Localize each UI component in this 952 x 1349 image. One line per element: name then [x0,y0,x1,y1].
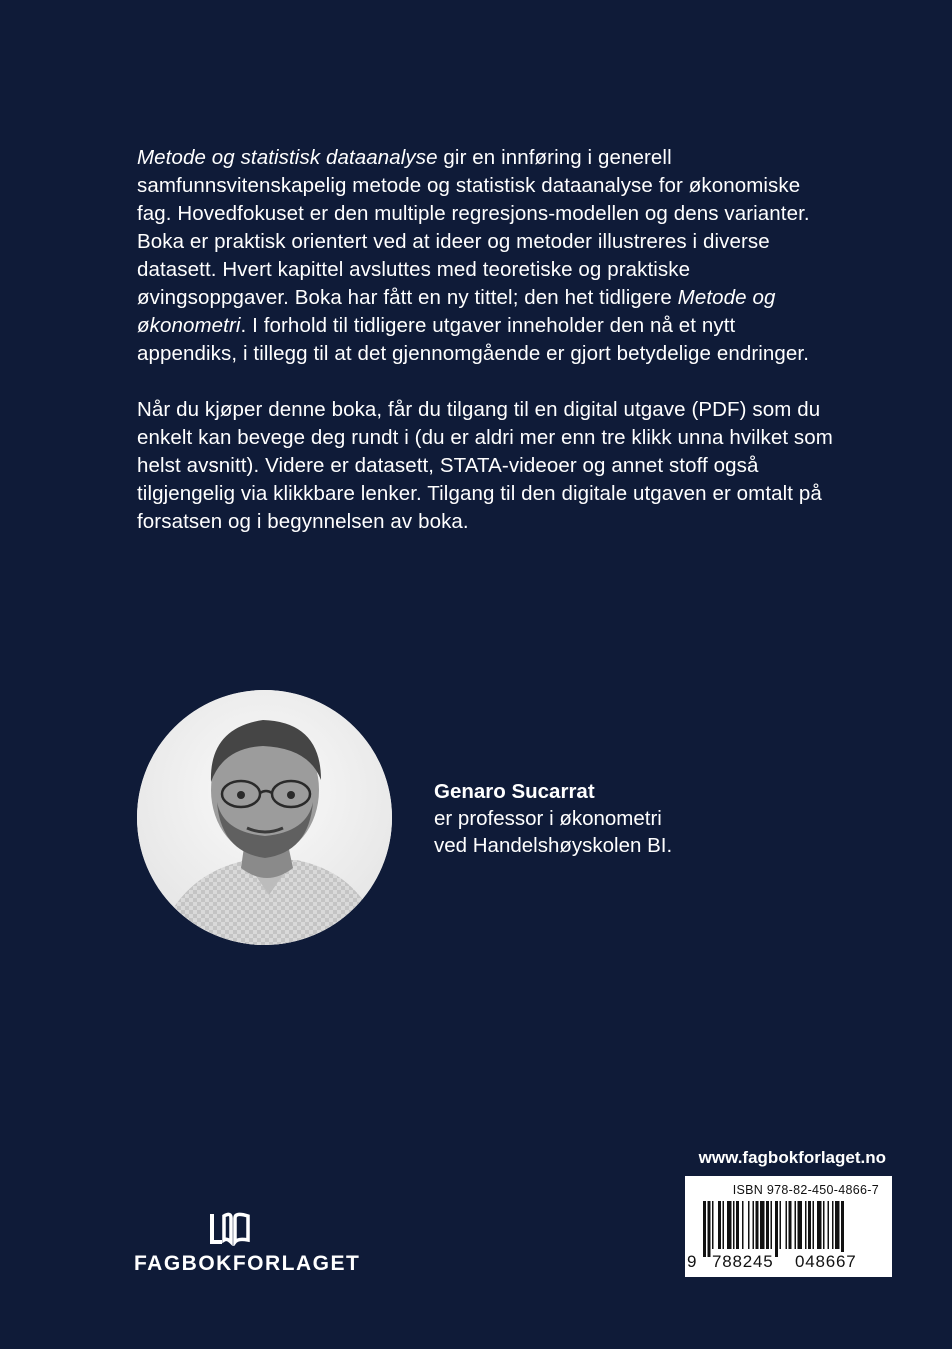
barcode-bar [780,1201,782,1249]
barcode-bar [703,1201,706,1257]
blurb-paragraph-1 [137,144,837,368]
barcode-bar [723,1201,725,1249]
blurb-text: gir en innføring i generell samfunnsvitenskapelig metode og statistisk dataanalyse for økonomiske fag. Hovedfokuset er den multiple regresjons-modellen og dens varianter. Boka er praktisk orientert ved at ideer og metoder illustreres i diverse datasett. Hvert kapittel avsluttes med teoretiske og praktiske øvingsoppgaver. Boka har fått en ny tittel; den het tidligere [137,146,810,309]
barcode-bar [718,1201,721,1249]
barcode-bar [748,1201,750,1249]
back-cover-blurb [137,144,837,536]
barcode-bar [766,1201,769,1249]
barcode-bar [756,1201,759,1249]
barcode-bar [817,1201,822,1249]
barcode-bar [708,1201,711,1257]
book-logo-icon [210,1212,252,1246]
book-title-italic: Metode og statistisk dataanalyse [137,146,438,169]
barcode-bars [693,1201,881,1259]
previous-title-italic: Metode og økonometri [137,286,776,337]
barcode-bar [753,1201,755,1249]
barcode-bar [832,1201,834,1249]
blurb-paragraph-2: Når du kjøper denne boka, får du tilgang til en digital utgave (PDF) som du enkelt kan bevege deg rundt i (du er aldri mer enn tre klikk unna hvilket som helst avsnitt). Videre er datasett, STATA-videoer og annet stoff også tilgjengelig via klikkbare lenker. Tilgang til den digitale utgaven er omtalt på forsatsen og i begynnelsen av boka. [137,398,833,533]
author-photo [137,690,392,945]
barcode-bar [789,1201,792,1249]
barcode-bar [786,1201,788,1249]
barcode-right-digits: 048667 [795,1252,857,1271]
barcode-bar [835,1201,840,1249]
isbn-number: ISBN 978-82-450-4866-7 [732,1183,879,1197]
barcode-bar [823,1201,825,1249]
publisher-url: www.fagbokforlaget.no [698,1148,886,1167]
author-affiliation: ved Handelshøyskolen BI. [434,834,673,857]
barcode-bar [805,1201,807,1249]
barcode-bar [736,1201,739,1249]
author-name: Genaro Sucarrat [434,780,595,803]
barcode-bar [742,1201,744,1249]
barcode-left-digits: 788245 [712,1252,774,1271]
barcode-bar [712,1201,714,1249]
author-title: er professor i økonometri [434,807,662,830]
barcode-bar [813,1201,815,1249]
barcode-bar [795,1201,797,1249]
barcode-bar [841,1201,844,1257]
barcode-bar [733,1201,735,1249]
isbn-barcode [685,1176,892,1277]
barcode-bar [808,1201,811,1249]
barcode-bar [727,1201,732,1249]
barcode-bar [760,1201,765,1249]
blurb-text: . I forhold til tidligere utgaver inneholder den nå et nytt appendiks, i tillegg til at det gjennomgående er gjort betydelige endringer. [137,314,810,365]
barcode-bar [775,1201,778,1257]
barcode-bar [828,1201,830,1249]
barcode-bar [798,1201,803,1249]
barcode-lead-digit: 9 [687,1252,698,1271]
barcode-bar [771,1201,773,1249]
author-bio [434,778,672,859]
publisher-logo [134,1212,361,1276]
publisher-name: FAGBOKFORLAGET [134,1252,361,1275]
